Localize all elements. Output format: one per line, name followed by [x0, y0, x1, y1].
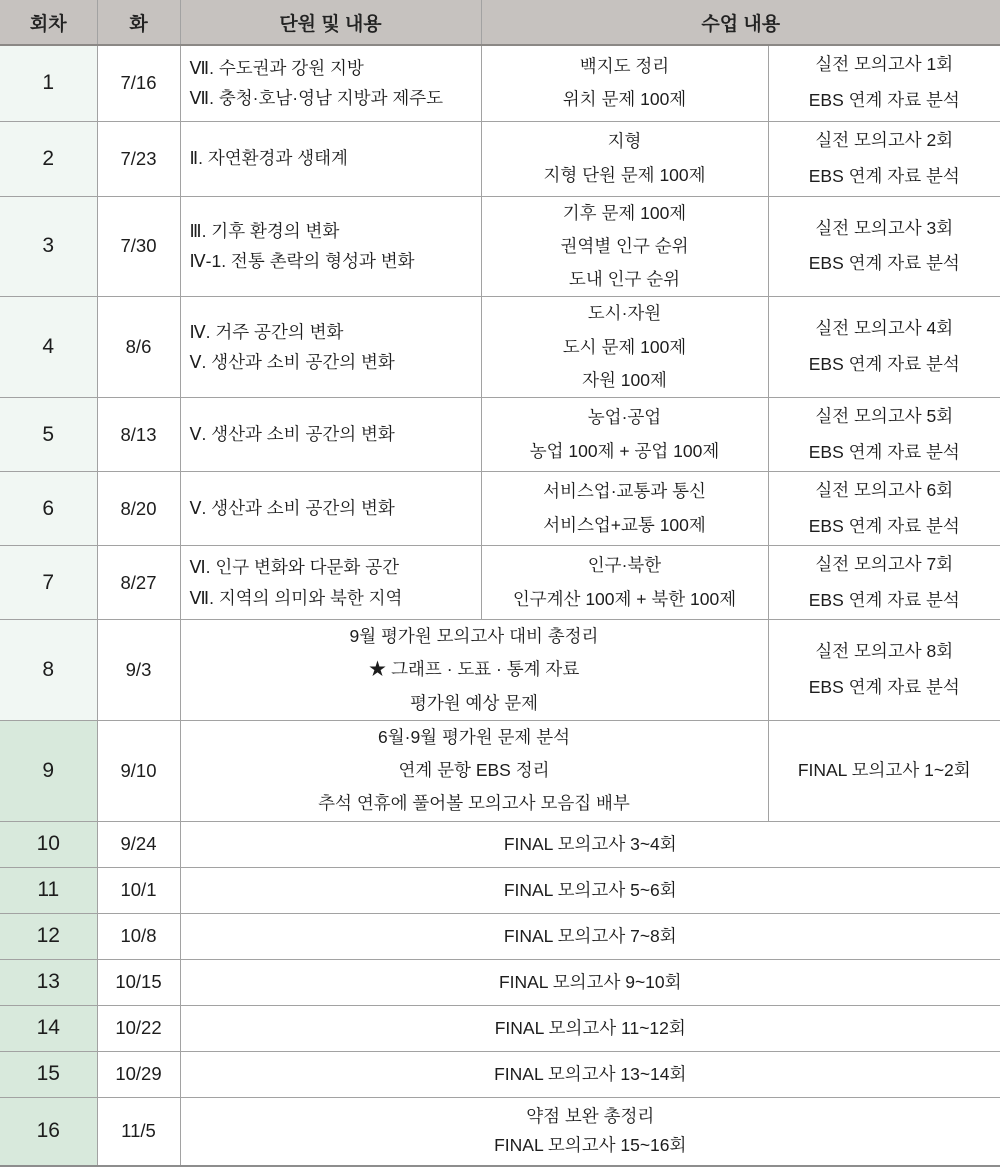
- session-number: 7: [0, 571, 97, 595]
- unit-cell: [180, 45, 481, 121]
- exam-cell: [768, 472, 1000, 546]
- exam-line: EBS 연계 자료 분석: [769, 435, 1000, 471]
- content-line: FINAL 모의고사 13~14회: [181, 1060, 1000, 1089]
- exam-line: EBS 연계 자료 분석: [769, 509, 1000, 545]
- table-row: [0, 1051, 1000, 1097]
- session-cell: [0, 297, 97, 398]
- merged-content-cell: [180, 720, 768, 821]
- exam-cell: [768, 196, 1000, 297]
- date-cell: [97, 1051, 180, 1097]
- session-cell: [0, 620, 97, 721]
- date-cell: [97, 620, 180, 721]
- full-content-cell: [180, 913, 1000, 959]
- date-cell: [97, 1005, 180, 1051]
- exam-line: EBS 연계 자료 분석: [769, 583, 1000, 619]
- lesson-line: 자원 100제: [482, 364, 768, 397]
- header-unit: 단원 및 내용: [180, 0, 481, 45]
- content-line: FINAL 모의고사 15~16회: [181, 1131, 1000, 1160]
- lesson-line: 지형: [482, 125, 768, 158]
- lesson-line: 위치 문제 100제: [482, 83, 768, 116]
- unit-line: Ⅳ. 거주 공간의 변화: [190, 317, 481, 348]
- unit-cell: [180, 196, 481, 297]
- date-cell: [97, 546, 180, 620]
- lesson-cell: [481, 297, 768, 398]
- unit-cell: [180, 546, 481, 620]
- table-row: [0, 720, 1000, 821]
- table-row: [0, 1005, 1000, 1051]
- session-cell: [0, 867, 97, 913]
- unit-line: Ⅴ. 생산과 소비 공간의 변화: [190, 419, 481, 450]
- date-text: 8/13: [98, 424, 180, 446]
- date-text: 8/20: [98, 498, 180, 520]
- table-row: [0, 398, 1000, 472]
- unit-cell: [180, 398, 481, 472]
- content-line: 약점 보완 총정리: [181, 1102, 1000, 1131]
- exam-line: EBS 연계 자료 분석: [769, 670, 1000, 706]
- date-text: 7/16: [98, 72, 180, 94]
- session-number: 13: [0, 970, 97, 994]
- session-cell: [0, 546, 97, 620]
- lesson-line: 기후 문제 100제: [482, 197, 768, 230]
- session-number: 16: [0, 1119, 97, 1143]
- date-text: 10/15: [98, 971, 180, 993]
- date-cell: [97, 45, 180, 121]
- date-cell: [97, 1097, 180, 1166]
- full-content-cell: [180, 959, 1000, 1005]
- date-cell: [97, 821, 180, 867]
- session-number: 14: [0, 1016, 97, 1040]
- lesson-line: 서비스업+교통 100제: [482, 509, 768, 542]
- content-line: FINAL 모의고사 9~10회: [181, 968, 1000, 997]
- unit-line: Ⅲ. 기후 환경의 변화: [190, 216, 481, 247]
- exam-line: 실전 모의고사 3회: [769, 211, 1000, 247]
- date-text: 10/29: [98, 1063, 180, 1085]
- table-row: [0, 913, 1000, 959]
- date-cell: [97, 121, 180, 196]
- exam-cell: [768, 620, 1000, 721]
- date-text: 10/8: [98, 925, 180, 947]
- table-row: [0, 45, 1000, 121]
- header-row: [0, 0, 1000, 45]
- session-cell: [0, 821, 97, 867]
- exam-line: EBS 연계 자료 분석: [769, 246, 1000, 282]
- session-cell: [0, 196, 97, 297]
- content-line: 9월 평가원 모의고사 대비 총정리: [181, 620, 768, 653]
- date-cell: [97, 472, 180, 546]
- lesson-line: 도시 문제 100제: [482, 331, 768, 364]
- content-line: FINAL 모의고사 5~6회: [181, 876, 1000, 905]
- lesson-line: 백지도 정리: [482, 50, 768, 83]
- session-cell: [0, 959, 97, 1005]
- content-line: FINAL 모의고사 3~4회: [181, 830, 1000, 859]
- exam-cell: [768, 121, 1000, 196]
- table-row: [0, 472, 1000, 546]
- exam-line: EBS 연계 자료 분석: [769, 159, 1000, 195]
- content-line: FINAL 모의고사 11~12회: [181, 1014, 1000, 1043]
- header-session: 회차: [0, 0, 97, 45]
- date-text: 11/5: [98, 1120, 180, 1142]
- unit-line: Ⅶ. 수도권과 강원 지방: [190, 53, 481, 84]
- table-row: [0, 546, 1000, 620]
- date-cell: [97, 959, 180, 1005]
- date-cell: [97, 398, 180, 472]
- session-cell: [0, 398, 97, 472]
- date-text: 9/24: [98, 833, 180, 855]
- table-row: [0, 121, 1000, 196]
- date-cell: [97, 297, 180, 398]
- session-number: 4: [0, 335, 97, 359]
- content-line: FINAL 모의고사 7~8회: [181, 922, 1000, 951]
- date-cell: [97, 196, 180, 297]
- lesson-line: 도시·자원: [482, 297, 768, 330]
- exam-cell: [768, 546, 1000, 620]
- unit-cell: [180, 472, 481, 546]
- exam-cell: [768, 297, 1000, 398]
- unit-line: Ⅶ. 지역의 의미와 북한 지역: [190, 583, 481, 614]
- exam-cell: [768, 720, 1000, 821]
- merged-content-cell: [180, 620, 768, 721]
- date-cell: [97, 720, 180, 821]
- exam-line: 실전 모의고사 6회: [769, 473, 1000, 509]
- exam-line: 실전 모의고사 5회: [769, 399, 1000, 435]
- exam-cell: [768, 45, 1000, 121]
- session-number: 9: [0, 759, 97, 783]
- session-cell: [0, 720, 97, 821]
- exam-line: FINAL 모의고사 1~2회: [769, 753, 1000, 789]
- table-row: [0, 1097, 1000, 1166]
- content-line: 연계 문항 EBS 정리: [181, 754, 768, 787]
- session-number: 3: [0, 234, 97, 258]
- date-text: 9/3: [98, 659, 180, 681]
- table-row: [0, 867, 1000, 913]
- exam-cell: [768, 398, 1000, 472]
- exam-line: EBS 연계 자료 분석: [769, 347, 1000, 383]
- header-content: 수업 내용: [481, 0, 1000, 45]
- lesson-cell: [481, 121, 768, 196]
- session-number: 11: [0, 878, 97, 902]
- session-cell: [0, 1051, 97, 1097]
- session-cell: [0, 45, 97, 121]
- table-row: [0, 297, 1000, 398]
- session-number: 1: [0, 71, 97, 95]
- exam-line: EBS 연계 자료 분석: [769, 83, 1000, 119]
- lesson-cell: [481, 45, 768, 121]
- lesson-line: 권역별 인구 순위: [482, 230, 768, 263]
- date-cell: [97, 913, 180, 959]
- content-line: 6월·9월 평가원 문제 분석: [181, 721, 768, 754]
- session-number: 6: [0, 497, 97, 521]
- date-text: 8/27: [98, 572, 180, 594]
- table-row: [0, 620, 1000, 721]
- session-number: 8: [0, 658, 97, 682]
- header-day: 화: [97, 0, 180, 45]
- session-cell: [0, 121, 97, 196]
- table-row: [0, 196, 1000, 297]
- unit-line: Ⅱ. 자연환경과 생태계: [190, 143, 481, 174]
- unit-line: Ⅴ. 생산과 소비 공간의 변화: [190, 493, 481, 524]
- lesson-line: 도내 인구 순위: [482, 263, 768, 296]
- unit-line: Ⅵ. 인구 변화와 다문화 공간: [190, 552, 481, 583]
- session-number: 2: [0, 147, 97, 171]
- date-text: 10/1: [98, 879, 180, 901]
- full-content-cell: [180, 867, 1000, 913]
- content-line: ★ 그래프 · 도표 · 통계 자료: [181, 653, 768, 686]
- content-line: 평가원 예상 문제: [181, 687, 768, 720]
- session-cell: [0, 472, 97, 546]
- full-content-cell: [180, 821, 1000, 867]
- table-row: [0, 959, 1000, 1005]
- table-row: [0, 821, 1000, 867]
- date-text: 7/30: [98, 235, 180, 257]
- exam-line: 실전 모의고사 7회: [769, 547, 1000, 583]
- unit-cell: [180, 297, 481, 398]
- session-number: 5: [0, 423, 97, 447]
- content-line: 추석 연휴에 풀어볼 모의고사 모음집 배부: [181, 787, 768, 820]
- session-number: 15: [0, 1062, 97, 1086]
- lesson-cell: [481, 398, 768, 472]
- exam-line: 실전 모의고사 2회: [769, 123, 1000, 159]
- unit-line: Ⅶ. 충청·호남·영남 지방과 제주도: [190, 83, 481, 114]
- date-text: 10/22: [98, 1017, 180, 1039]
- unit-line: Ⅴ. 생산과 소비 공간의 변화: [190, 347, 481, 378]
- full-content-cell: [180, 1051, 1000, 1097]
- date-text: 9/10: [98, 760, 180, 782]
- exam-line: 실전 모의고사 8회: [769, 634, 1000, 670]
- date-cell: [97, 867, 180, 913]
- session-cell: [0, 913, 97, 959]
- unit-line: Ⅳ-1. 전통 촌락의 형성과 변화: [190, 246, 481, 277]
- unit-cell: [180, 121, 481, 196]
- lesson-line: 지형 단원 문제 100제: [482, 159, 768, 192]
- exam-line: 실전 모의고사 1회: [769, 47, 1000, 83]
- full-content-cell: [180, 1097, 1000, 1166]
- session-cell: [0, 1005, 97, 1051]
- date-text: 7/23: [98, 148, 180, 170]
- lesson-cell: [481, 196, 768, 297]
- lesson-line: 서비스업·교통과 통신: [482, 475, 768, 508]
- lesson-line: 인구·북한: [482, 549, 768, 582]
- full-content-cell: [180, 1005, 1000, 1051]
- lesson-line: 인구계산 100제 + 북한 100제: [482, 583, 768, 616]
- session-cell: [0, 1097, 97, 1166]
- lesson-cell: [481, 546, 768, 620]
- session-number: 12: [0, 924, 97, 948]
- lesson-line: 농업·공업: [482, 401, 768, 434]
- exam-line: 실전 모의고사 4회: [769, 311, 1000, 347]
- lesson-line: 농업 100제 + 공업 100제: [482, 435, 768, 468]
- date-text: 8/6: [98, 336, 180, 358]
- lesson-cell: [481, 472, 768, 546]
- session-number: 10: [0, 832, 97, 856]
